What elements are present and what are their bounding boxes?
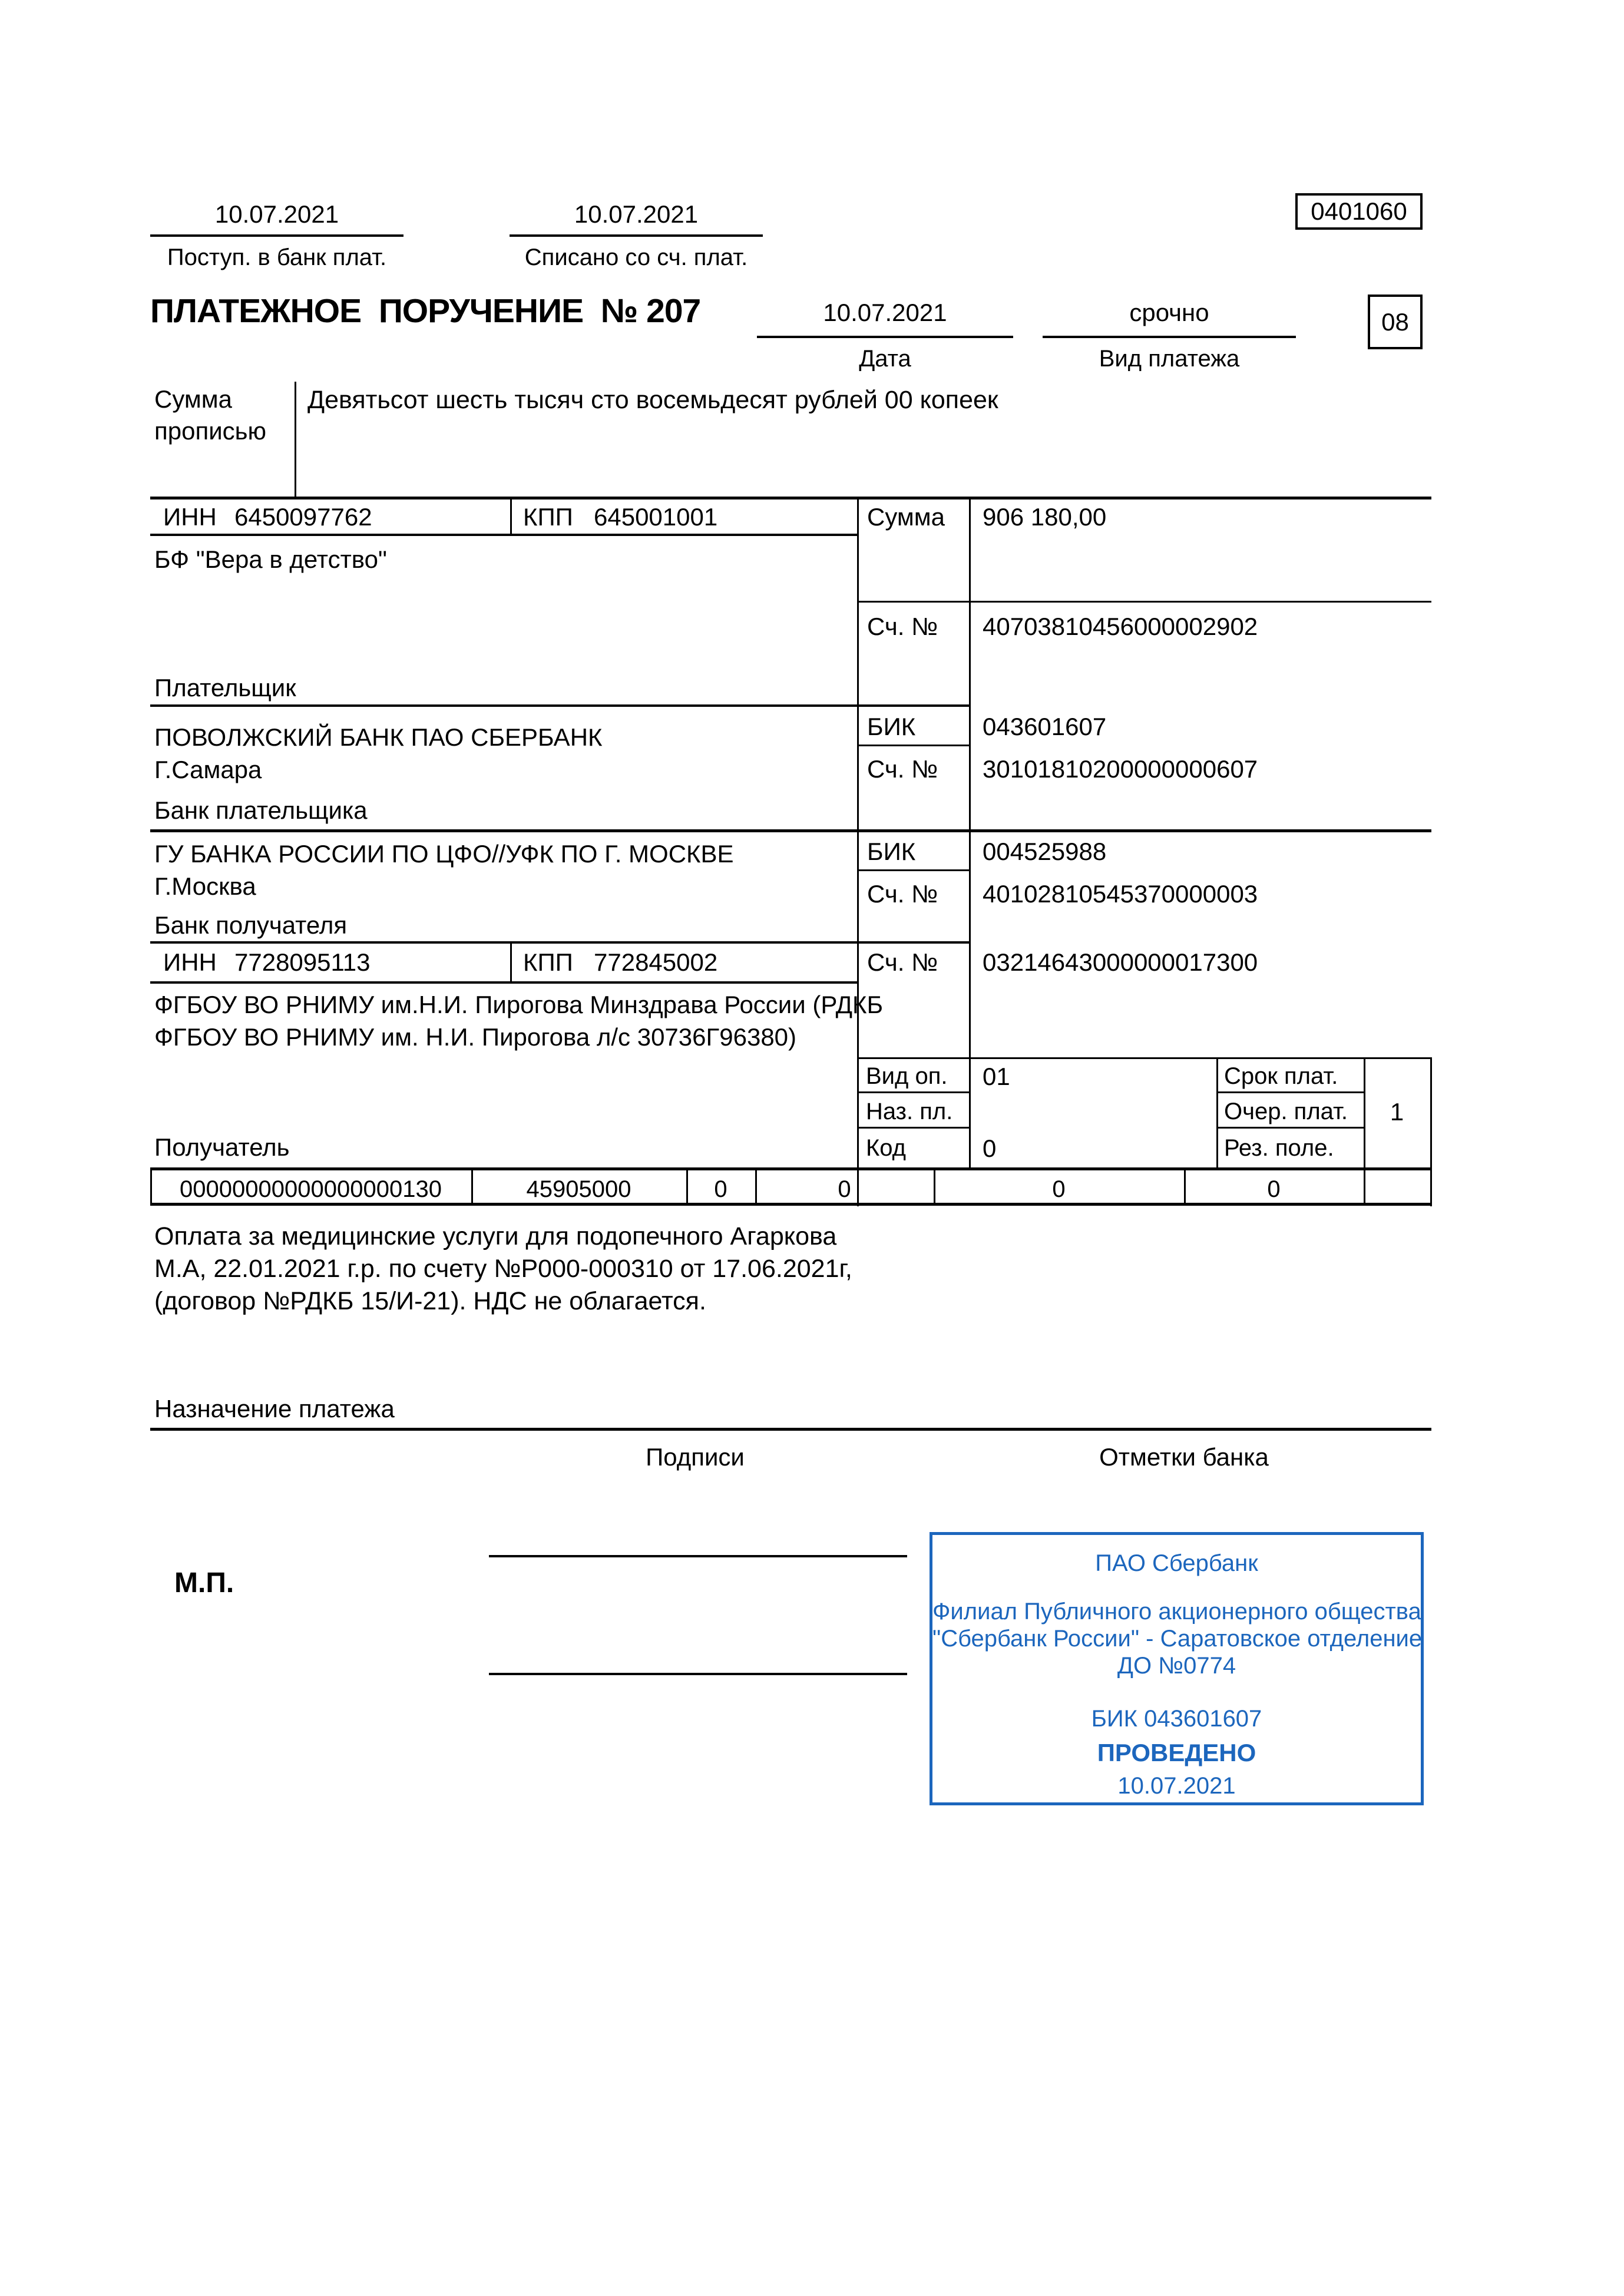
code-value: 0 (983, 1134, 997, 1162)
pay-term-cell-line (1216, 1091, 1364, 1093)
payer-bank-bik-value: 043601607 (983, 713, 1107, 740)
amount-words-label-2: прописью (154, 417, 267, 445)
requisites-divider-6 (1364, 1167, 1365, 1205)
beneficiary-kpp-value: 772845002 (594, 948, 718, 976)
beneficiary-inn-row-line (150, 981, 857, 984)
requisite-oktmo: 45905000 (526, 1176, 631, 1202)
amount-cell-line (857, 601, 1431, 603)
beneficiary-bank-city: Г.Москва (154, 872, 256, 900)
payer-inn-value: 6450097762 (234, 503, 372, 531)
payer-section-line (150, 704, 969, 707)
document-date: 10.07.2021 (823, 299, 947, 326)
payer-account-label: Сч. № (867, 613, 938, 640)
payer-bank-account-label: Сч. № (867, 755, 938, 783)
payment-kind-value: срочно (1129, 299, 1209, 326)
payer-name: БФ "Вера в детство" (154, 545, 387, 573)
main-column-divider (857, 497, 859, 1206)
beneficiary-inn-value: 7728095113 (234, 948, 371, 976)
purpose-line2: М.А, 22.01.2021 г.р. по счету №Р000-000310 от 17.06.2021г, (154, 1255, 852, 1283)
priority-value: 1 (1390, 1098, 1404, 1126)
requisite-kbk: 00000000000000000130 (180, 1176, 442, 1202)
purpose-section-label: Назначение платежа (154, 1395, 395, 1422)
payer-bank-bik-cell-line (857, 745, 969, 746)
priority-label: Очер. плат. (1224, 1099, 1348, 1124)
beneficiary-bank-bik-label: БИК (867, 838, 916, 865)
stamp-branch-line1: Филиал Публичного акционерного общества (932, 1599, 1421, 1625)
payer-bank-name: ПОВОЛЖСКИЙ БАНК ПАО СБЕРБАНК (154, 723, 603, 751)
amount-words-divider (295, 382, 296, 498)
payer-bank-section-label: Банк плательщика (154, 796, 368, 824)
section-line-amount (150, 497, 1431, 499)
writeoff-date-underline (510, 234, 763, 237)
signatures-label: Подписи (646, 1443, 745, 1471)
received-date-underline (150, 234, 403, 237)
beneficiary-bank-section-label: Банк получателя (154, 911, 348, 939)
mini-table-top-line (857, 1057, 1431, 1059)
payer-bank-bik-label: БИК (867, 713, 916, 740)
pay-term-label: Срок плат. (1224, 1063, 1338, 1089)
requisite-basis: 0 (714, 1176, 727, 1202)
purpose-section-line (150, 1428, 1431, 1431)
amount-value: 906 180,00 (983, 503, 1107, 531)
requisites-row-top-line (150, 1167, 1431, 1170)
requisite-period: 0 (838, 1176, 851, 1202)
payer-bank-account-value: 30101810200000000607 (983, 755, 1258, 783)
stamp-branch-line3: ДО №0774 (1117, 1653, 1236, 1679)
inn-kpp-divider-payer (510, 497, 512, 535)
amount-words-label-1: Сумма (154, 385, 232, 413)
payer-account-value: 40703810456000002902 (983, 613, 1258, 640)
received-date: 10.07.2021 (214, 200, 339, 228)
signature-line-1 (489, 1555, 907, 1557)
beneficiary-bank-name: ГУ БАНКА РОССИИ ПО ЦФО//УФК ПО Г. МОСКВЕ (154, 840, 734, 868)
mini-table-divider-1 (1216, 1057, 1218, 1167)
status-code: 08 (1381, 307, 1409, 336)
payer-kpp-value: 645001001 (594, 503, 718, 531)
inn-kpp-divider-beneficiary (510, 941, 512, 982)
beneficiary-name-line2: ФГБОУ ВО РНИМУ им. Н.И. Пирогова л/с 30736Г96380) (154, 1023, 797, 1051)
code-label: Код (866, 1135, 907, 1161)
writeoff-date: 10.07.2021 (574, 200, 699, 228)
beneficiary-bank-section-line (150, 941, 969, 944)
requisite-doc-date: 0 (1267, 1176, 1281, 1202)
payment-kind-underline (1043, 336, 1296, 338)
form-code: 0401060 (1311, 197, 1407, 225)
mini-table-right-edge (1430, 1057, 1432, 1206)
beneficiary-kpp-label: КПП (523, 948, 573, 976)
priority-cell-line (1216, 1127, 1364, 1129)
purpose-line3: (договор №РДКБ 15/И-21). НДС не облагается. (154, 1287, 706, 1315)
beneficiary-inn-label: ИНН (163, 948, 217, 976)
beneficiary-account-label: Сч. № (867, 948, 938, 976)
payer-inn-label: ИНН (163, 503, 217, 531)
beneficiary-bank-account-value: 40102810545370000003 (983, 880, 1258, 908)
document-date-label: Дата (859, 346, 911, 372)
beneficiary-bank-account-label: Сч. № (867, 880, 938, 908)
amount-label: Сумма (867, 503, 945, 531)
oper-kind-value: 01 (983, 1063, 1010, 1090)
beneficiary-name-line1: ФГБОУ ВО РНИМУ им.Н.И. Пирогова Минздрава России (РДКБ (154, 991, 884, 1018)
document-title: ПЛАТЕЖНОЕ ПОРУЧЕНИЕ № 207 (150, 292, 701, 330)
oper-kind-cell-line (857, 1091, 969, 1093)
writeoff-date-label: Списано со сч. плат. (524, 244, 748, 270)
bank-marks-label: Отметки банка (1099, 1443, 1269, 1471)
stamp-bik: БИК 043601607 (1091, 1706, 1262, 1732)
document-date-underline (757, 336, 1013, 338)
received-date-label: Поступ. в банк плат. (167, 244, 387, 270)
stamp-branch-line2: "Сбербанк России" - Саратовское отделение (932, 1626, 1423, 1652)
beneficiary-section-label: Получатель (154, 1133, 290, 1161)
payer-kpp-label: КПП (523, 503, 573, 531)
purpose-line1: Оплата за медицинские услуги для подопечного Агаркова (154, 1222, 837, 1250)
beneficiary-account-value: 03214643000000017300 (983, 948, 1258, 976)
payer-bank-city: Г.Самара (154, 756, 262, 783)
beneficiary-bank-bik-cell-line (857, 869, 969, 871)
purpose-code-cell-line (857, 1127, 969, 1129)
reserve-label: Рез. поле. (1224, 1135, 1334, 1161)
stamp-date: 10.07.2021 (1117, 1773, 1236, 1799)
oper-kind-label: Вид оп. (866, 1063, 948, 1089)
requisite-doc-number: 0 (1052, 1176, 1066, 1202)
bank-stamp (930, 1532, 1424, 1805)
stamp-status: ПРОВЕДЕНО (1097, 1739, 1256, 1766)
payer-section-label: Плательщик (154, 674, 296, 702)
payment-kind-label: Вид платежа (1099, 346, 1240, 372)
form-code-box (1295, 193, 1423, 230)
signature-line-2 (489, 1673, 907, 1675)
status-code-box (1368, 295, 1423, 349)
payer-inn-row-line (150, 534, 857, 536)
payer-bank-section-line (150, 829, 1431, 832)
beneficiary-bank-bik-value: 004525988 (983, 838, 1107, 865)
amount-words-value: Девятьсот шесть тысяч сто восемьдесят рублей 00 копеек (307, 386, 998, 414)
stamp-place-label: М.П. (174, 1567, 234, 1599)
purpose-code-label: Наз. пл. (866, 1099, 953, 1124)
stamp-bank-name: ПАО Сбербанк (1095, 1550, 1258, 1576)
